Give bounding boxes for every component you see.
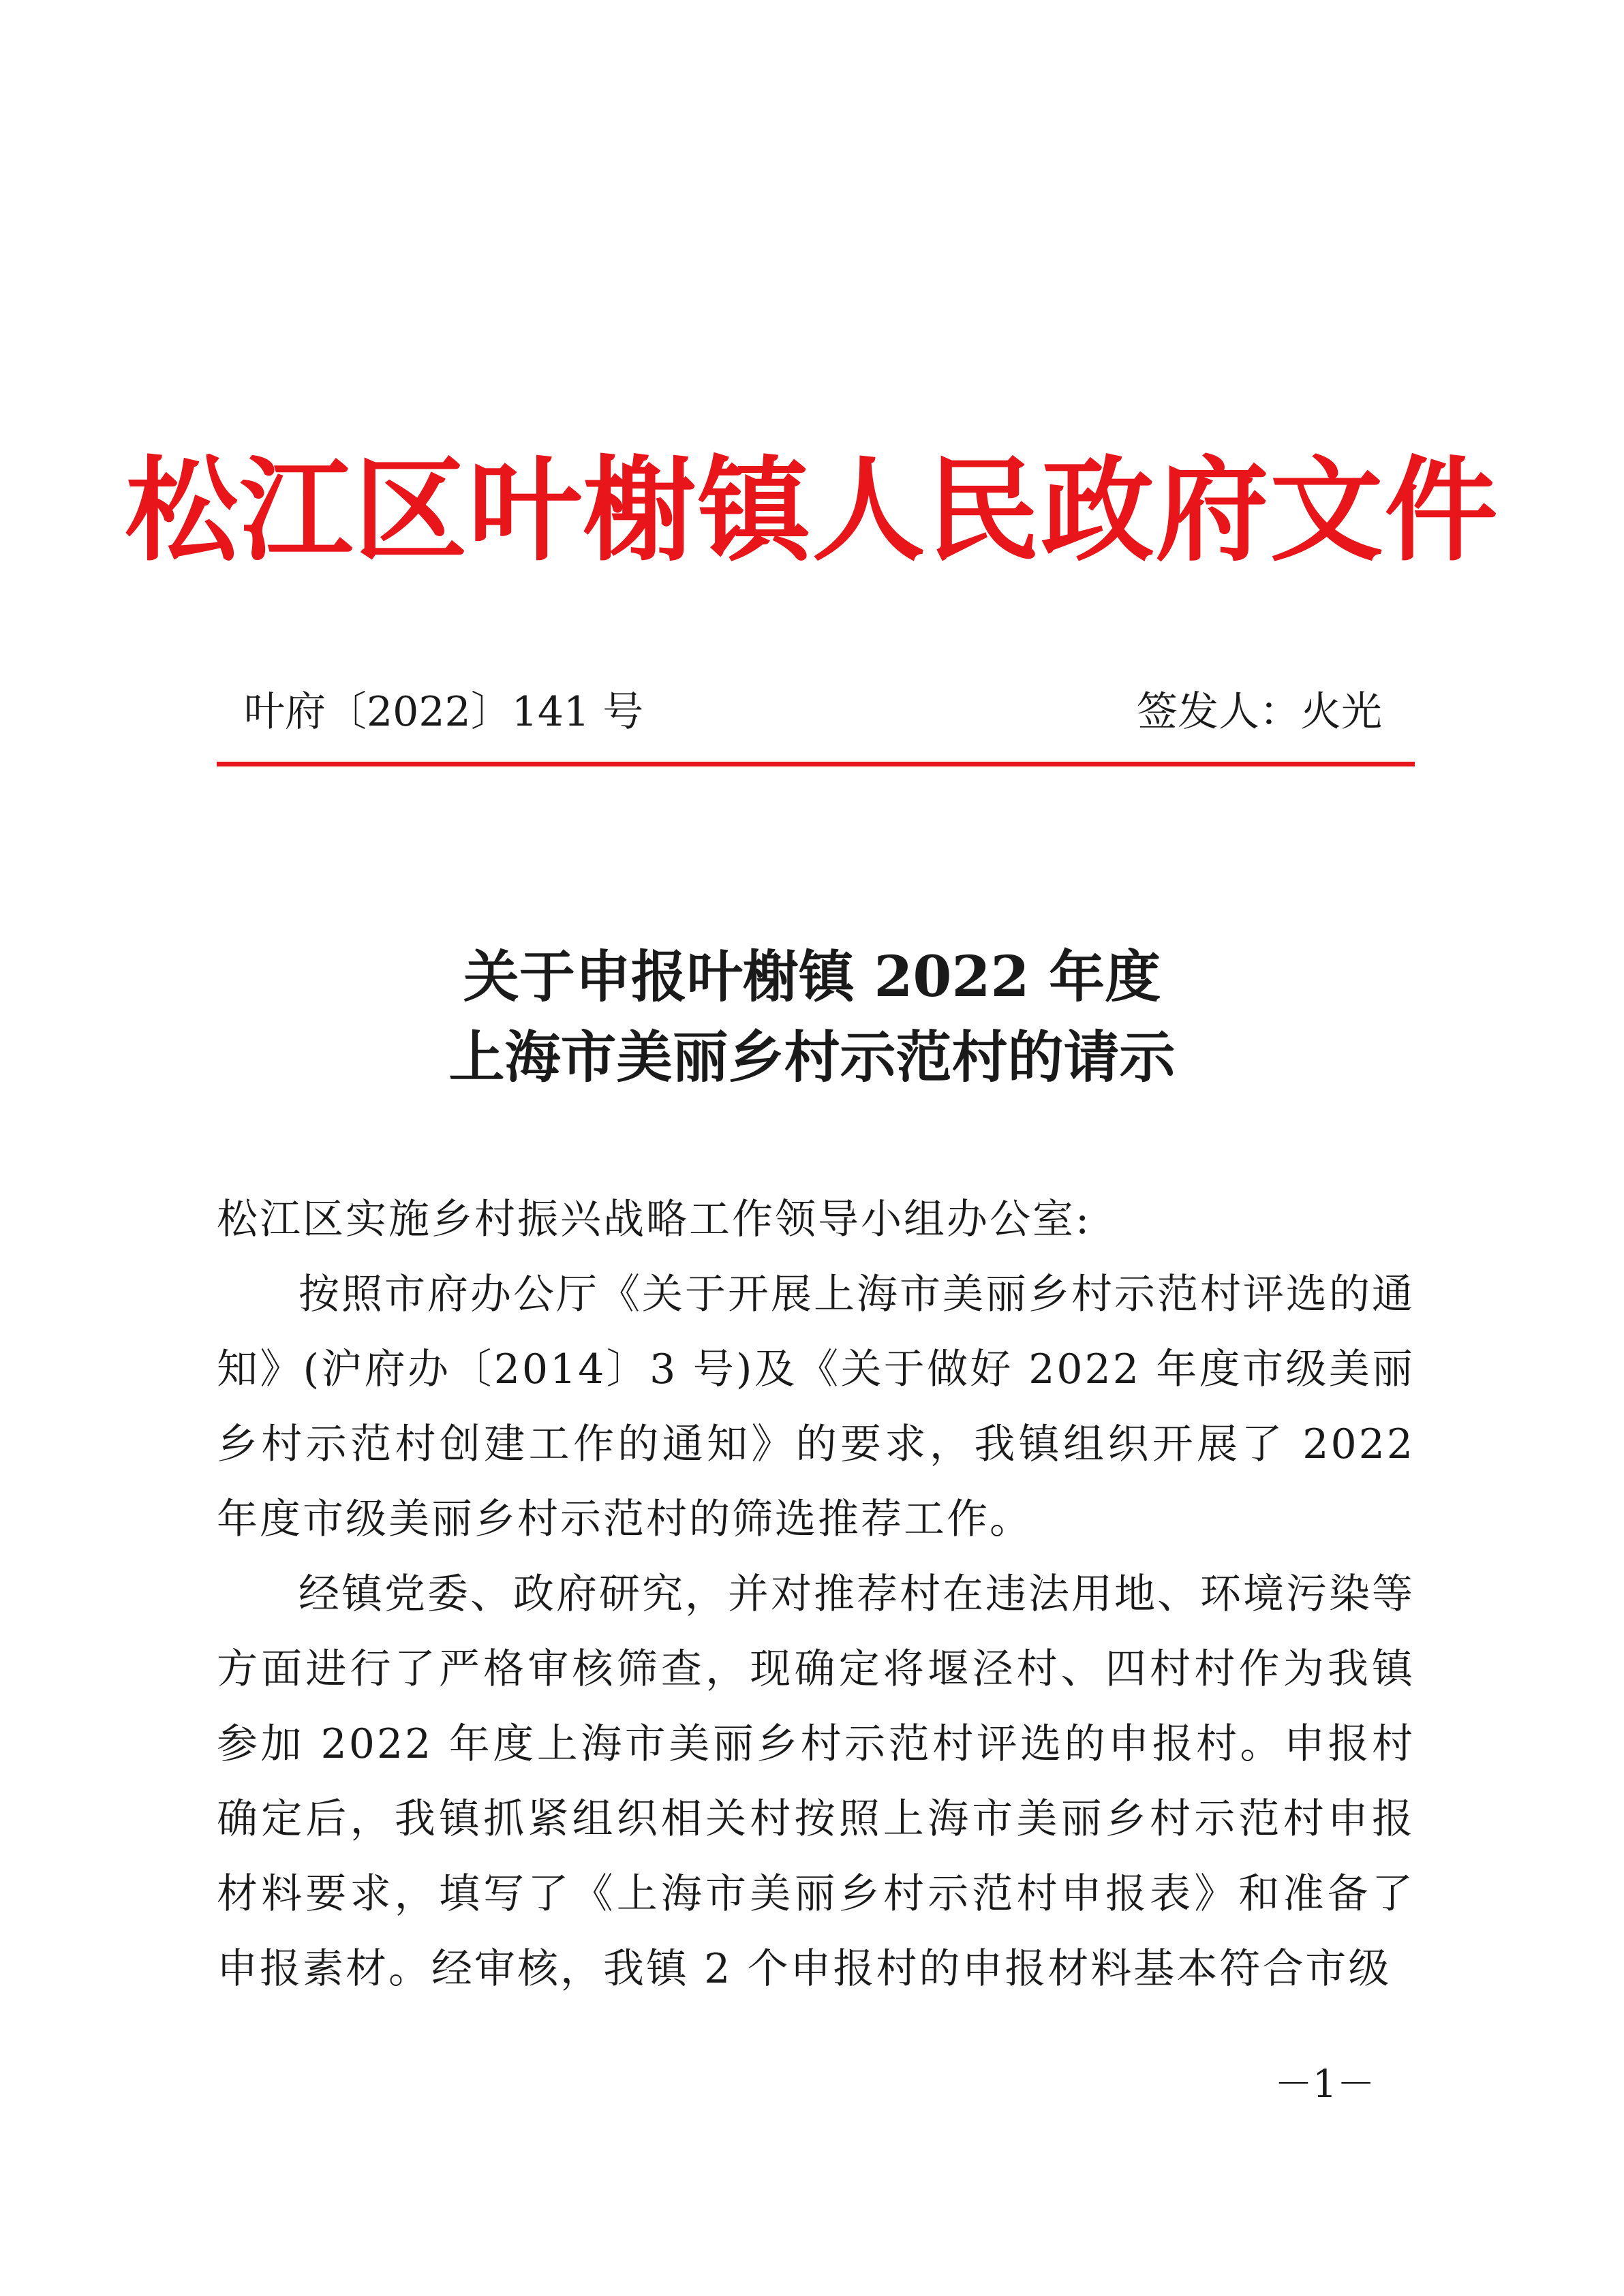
body-paragraph-1: 按照市府办公厅《关于开展上海市美丽乡村示范村评选的通知》(沪府办〔2014〕3 号)及《关于做好 2022 年度市级美丽乡村示范村创建工作的通知》的要求，我镇组织开展了 2022 年度市级美丽乡村示范村的筛选推荐工作。 <box>217 1271 1415 1543</box>
signer <box>1137 681 1382 743</box>
document-title <box>0 937 1624 1098</box>
masthead-title: 松江区叶榭镇人民政府文件 <box>125 444 1499 577</box>
title-line-1: 关于申报叶榭镇 2022 年度 <box>463 944 1161 1010</box>
signer-name: 火光 <box>1300 688 1382 736</box>
document-meta <box>217 681 1403 743</box>
document-number: 叶府〔2022〕141 号 <box>244 688 644 736</box>
title-line-2: 上海市美丽乡村示范村的请示 <box>448 1025 1176 1090</box>
page-number: －1－ <box>1274 2062 1375 2107</box>
red-divider-line <box>217 762 1415 766</box>
body-paragraph-2: 经镇党委、政府研究，并对推荐村在违法用地、环境污染等方面进行了严格审核筛查，现确定将堰泾村、四村村作为我镇参加 2022 年度上海市美丽乡村示范村评选的申报村。申报村确定后，我镇抓紧组织相关村按照上海市美丽乡村示范村申报材料要求，填写了《上海市美丽乡村示范村申报表》和准备了申报素材。经审核，我镇 2 个申报村的申报材料基本符合市级 <box>217 1570 1415 1993</box>
document-body <box>217 1182 1415 2006</box>
signer-label: 签发人： <box>1137 688 1300 736</box>
salutation: 松江区实施乡村振兴战略工作领导小组办公室: <box>217 1196 1092 1243</box>
